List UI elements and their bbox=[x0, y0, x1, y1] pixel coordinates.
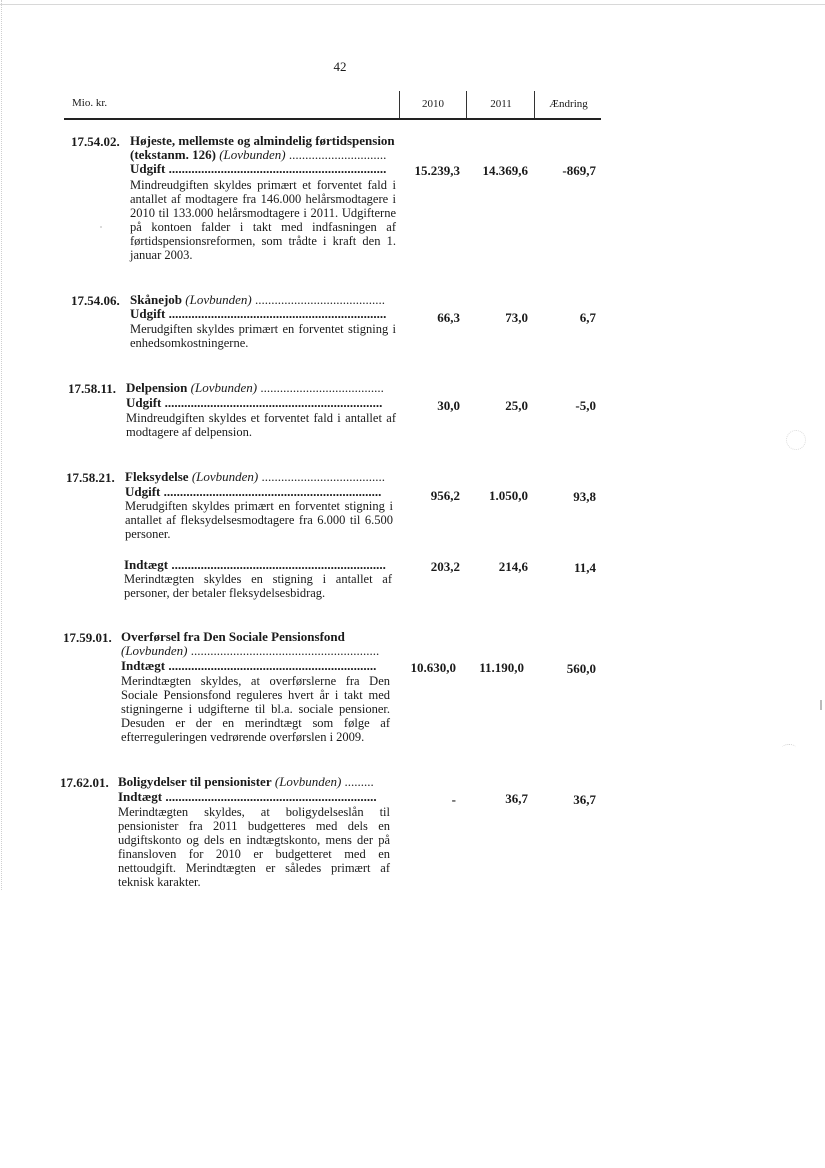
scan-edge-left bbox=[1, 0, 2, 890]
title-qualifier: (Lovbunden) bbox=[121, 643, 188, 658]
account-number: 17.54.06. bbox=[71, 293, 120, 308]
line-label: Udgift ................................................................... bbox=[125, 485, 382, 499]
title-qualifier: (Lovbunden) bbox=[190, 380, 258, 395]
account-number: 17.62.01. bbox=[60, 775, 109, 790]
column-change: Ændring bbox=[534, 91, 602, 118]
entry-description: Merindtægten skyldes, at overførslerne fra Den Sociale Pensionsfond reguleres hvert år i takt med stigningerne i udgifterne til bl.a. sociale pensioner. Desuden er der en merindtægt som følge af efterreguleringen vedrørende overførslen i 2009. bbox=[121, 674, 390, 744]
value-change: 560,0 bbox=[566, 661, 596, 676]
value-2011: 25,0 bbox=[505, 398, 528, 413]
table-header bbox=[64, 91, 601, 120]
entry-description: Merudgiften skyldes primært en forventet stigning i enhedsomkostningerne. bbox=[130, 322, 396, 350]
line-label: Indtægt ................................................................ bbox=[121, 659, 377, 673]
line-label-secondary: Indtægt .................................................................. bbox=[124, 558, 386, 572]
column-2010: 2010 bbox=[399, 91, 466, 118]
page-number: 42 bbox=[333, 59, 347, 74]
title-text: Højeste, mellemste og almindelig førtidspension (tekstanm. 126) bbox=[130, 133, 395, 162]
scan-edge-top bbox=[0, 4, 825, 5]
line-label: Udgift ................................................................... bbox=[130, 307, 387, 321]
value-change: -869,7 bbox=[562, 163, 596, 178]
title-text: Boligydelser til pensionister bbox=[118, 774, 272, 789]
account-number: 17.58.21. bbox=[66, 470, 115, 485]
value-2010: 10.630,0 bbox=[410, 660, 456, 675]
value-change: 36,7 bbox=[573, 792, 596, 807]
entry-title: Delpension (Lovbunden) ...................................... bbox=[126, 380, 384, 395]
title-text: Overførsel fra Den Sociale Pensionsfond bbox=[121, 629, 345, 644]
entry-title: Overførsel fra Den Sociale Pensionsfond (Lovbunden) .......................................................... bbox=[121, 629, 380, 658]
column-2011: 2011 bbox=[466, 91, 535, 118]
entry-title: Højeste, mellemste og almindelig førtidspension (tekstanm. 126) (Lovbunden) .............................. bbox=[130, 133, 395, 162]
value-2010: 66,3 bbox=[437, 310, 460, 325]
title-text: Delpension bbox=[126, 380, 188, 395]
value-2011: 73,0 bbox=[505, 310, 528, 325]
entry-description: Mindreudgiften skyldes primært et forventet fald i antallet af modtagere fra 146.000 helårsmodtagere i 2010 til 133.000 helårsmodtagere i 2011. Udgifterne på kontoen falder i takt med indfasningen af førtidspensionsreformen, som trådte i kraft den 1. januar 2003. bbox=[130, 178, 396, 262]
title-text: Fleksydelse bbox=[125, 469, 189, 484]
title-qualifier: (Lovbunden) bbox=[185, 292, 252, 307]
value-2010: 15.239,3 bbox=[414, 163, 460, 178]
value-change: -5,0 bbox=[575, 398, 596, 413]
scan-artifact bbox=[786, 430, 806, 450]
scan-artifact bbox=[100, 226, 102, 228]
value-2011: 1.050,0 bbox=[489, 488, 528, 503]
value-change: 11,4 bbox=[573, 560, 596, 575]
entry-description-secondary: Merindtægten skyldes en stigning i antallet af personer, der betaler fleksydelsesbidrag. bbox=[124, 572, 392, 600]
title-qualifier: (Lovbunden) bbox=[191, 469, 259, 484]
value-2011: 11.190,0 bbox=[479, 660, 524, 675]
title-text: Skånejob bbox=[130, 292, 183, 307]
entry-description: Mindreudgiften skyldes et forventet fald i antallet af modtagere af delpension. bbox=[126, 411, 396, 439]
line-label: Udgift ................................................................... bbox=[126, 396, 383, 410]
entry-title: Fleksydelse (Lovbunden) ...................................... bbox=[125, 469, 385, 484]
line-label: Indtægt ................................................................. bbox=[118, 790, 377, 804]
value-change: 6,7 bbox=[579, 310, 596, 325]
entry-description: Merindtægten skyldes, at boligydelseslån til pensionister fra 2011 budgetteres med dels en udgiftskonto og dels en indtægtskonto, mens der på finansloven for 2010 er budgetteret med en nettoudgift. Merindtægten er således primært af teknisk karakter. bbox=[118, 805, 390, 889]
unit-label: Mio. kr. bbox=[72, 97, 108, 109]
account-number: 17.54.02. bbox=[71, 134, 120, 149]
entry-description: Merudgiften skyldes primært en forventet stigning i antallet af fleksydelsesmodtagere fra 6.000 til 6.500 personer. bbox=[125, 499, 393, 541]
title-qualifier: (Lovbunden) bbox=[274, 774, 342, 789]
value-2010: 956,2 bbox=[430, 488, 460, 503]
entry-title: Boligydelser til pensionister (Lovbunden) ......... bbox=[118, 774, 374, 789]
value-2010: 203,2 bbox=[430, 559, 460, 574]
account-number: 17.58.11. bbox=[68, 381, 117, 396]
account-number: 17.59.01. bbox=[63, 630, 112, 645]
value-2010: 30,0 bbox=[437, 398, 460, 413]
line-label: Udgift ................................................................... bbox=[130, 162, 387, 176]
value-change: 93,8 bbox=[573, 489, 596, 504]
value-2011: 214,6 bbox=[498, 559, 528, 574]
scan-artifact bbox=[820, 700, 822, 710]
scan-artifact bbox=[782, 744, 796, 751]
value-2011: 14.369,6 bbox=[482, 163, 528, 178]
entry-title: Skånejob (Lovbunden) ........................................ bbox=[130, 292, 385, 307]
value-2010: - bbox=[451, 792, 456, 807]
title-qualifier: (Lovbunden) bbox=[219, 147, 286, 162]
value-2011: 36,7 bbox=[505, 791, 528, 806]
